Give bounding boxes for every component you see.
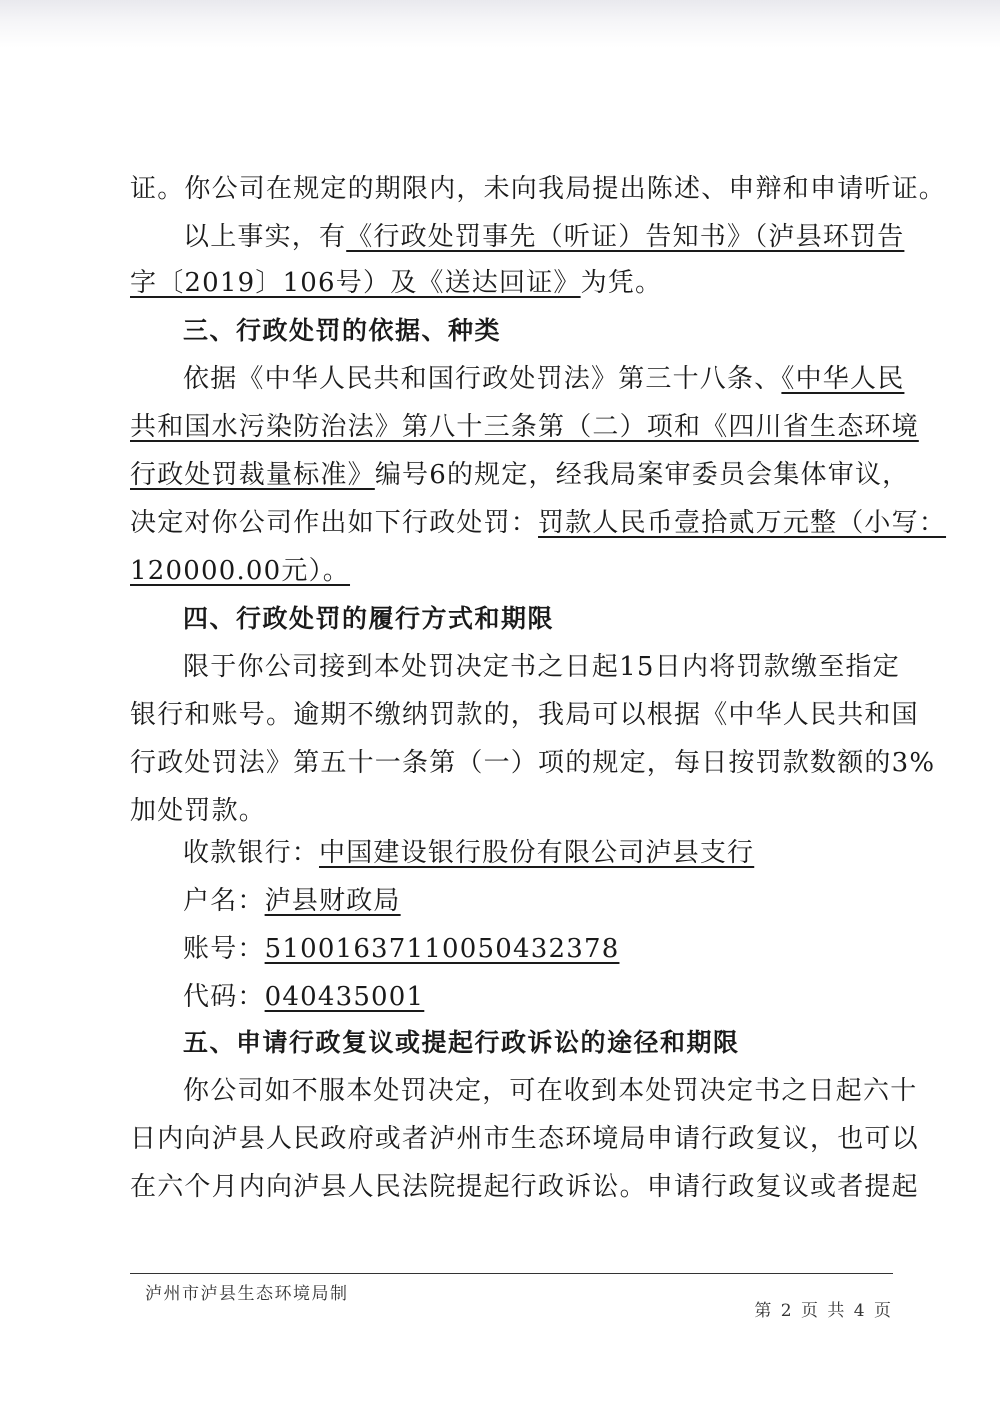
body-line: 银行和账号。逾期不缴纳罚款的，我局可以根据《中华人民共和国 bbox=[130, 700, 919, 730]
footer-page-info: 第 2 页 共 4 页 bbox=[754, 1301, 893, 1321]
body-line bbox=[130, 554, 350, 588]
penalty-amount: 罚款人民币壹拾贰万元整（小写： bbox=[538, 508, 947, 538]
underlined-text: 《行政处罚事先（听证）告知书》（泸县环罚告 bbox=[346, 222, 905, 252]
footer-rule bbox=[130, 1273, 893, 1274]
body-text: 编号6的规定，经我局案审委员会集体审议， bbox=[374, 460, 910, 490]
body-text: 为凭。 bbox=[580, 268, 663, 298]
footer-issuer: 泸州市泸县生态环境局制 bbox=[145, 1284, 349, 1304]
bank-value: 中国建设银行股份有限公司泸县支行 bbox=[319, 838, 755, 868]
body-line: 证。你公司在规定的期限内，未向我局提出陈述、申辩和申请听证。 bbox=[130, 174, 947, 204]
body-text: 依据《中华人民共和国行政处罚法》第三十八条、 bbox=[183, 364, 782, 394]
bank-label: 收款银行： bbox=[183, 838, 320, 868]
body-text: 以上事实，有 bbox=[183, 222, 347, 252]
body-line bbox=[130, 458, 910, 492]
section-heading-5: 五、申请行政复议或提起行政诉讼的途径和期限 bbox=[183, 1028, 740, 1057]
body-line: 行政处罚法》第五十一条第（一）项的规定，每日按罚款数额的3% bbox=[130, 748, 936, 778]
penalty-amount-numeric: 120000.00元）。 bbox=[130, 556, 351, 586]
body-line: 你公司如不服本处罚决定，可在收到本处罚决定书之日起六十 bbox=[183, 1076, 918, 1106]
body-line: 日内向泸县人民政府或者泸州市生态环境局申请行政复议，也可以 bbox=[130, 1124, 919, 1154]
body-line bbox=[130, 506, 947, 540]
code-value: 040435001 bbox=[264, 982, 425, 1012]
body-line: 加处罚款。 bbox=[130, 796, 267, 826]
code-row bbox=[183, 980, 424, 1014]
account-number-value: 51001637110050432378 bbox=[264, 934, 620, 964]
bank-row bbox=[183, 836, 754, 870]
account-name-label: 户名： bbox=[183, 886, 265, 916]
underlined-line: 共和国水污染防治法》第八十三条第（二）项和《四川省生态环境 bbox=[130, 412, 919, 442]
account-name-value: 泸县财政局 bbox=[264, 886, 401, 916]
code-label: 代码： bbox=[183, 982, 265, 1012]
body-text: 决定对你公司作出如下行政处罚： bbox=[130, 508, 539, 538]
body-line bbox=[183, 362, 905, 396]
account-number-label: 账号： bbox=[183, 934, 265, 964]
underlined-text: 字〔2019〕106号）及《送达回证》 bbox=[130, 268, 581, 298]
underlined-text: 行政处罚裁量标准》 bbox=[130, 460, 375, 490]
section-heading-3: 三、行政处罚的依据、种类 bbox=[183, 316, 502, 345]
body-line bbox=[183, 220, 905, 254]
account-number-row bbox=[183, 932, 619, 966]
underlined-text: 《中华人民 bbox=[781, 364, 905, 394]
section-heading-4: 四、行政处罚的履行方式和期限 bbox=[183, 604, 555, 633]
account-name-row bbox=[183, 884, 401, 918]
body-line: 限于你公司接到本处罚决定书之日起15日内将罚款缴至指定 bbox=[183, 652, 900, 682]
body-line bbox=[130, 266, 900, 300]
body-line: 在六个月内向泸县人民法院提起行政诉讼。申请行政复议或者提起 bbox=[130, 1172, 919, 1202]
